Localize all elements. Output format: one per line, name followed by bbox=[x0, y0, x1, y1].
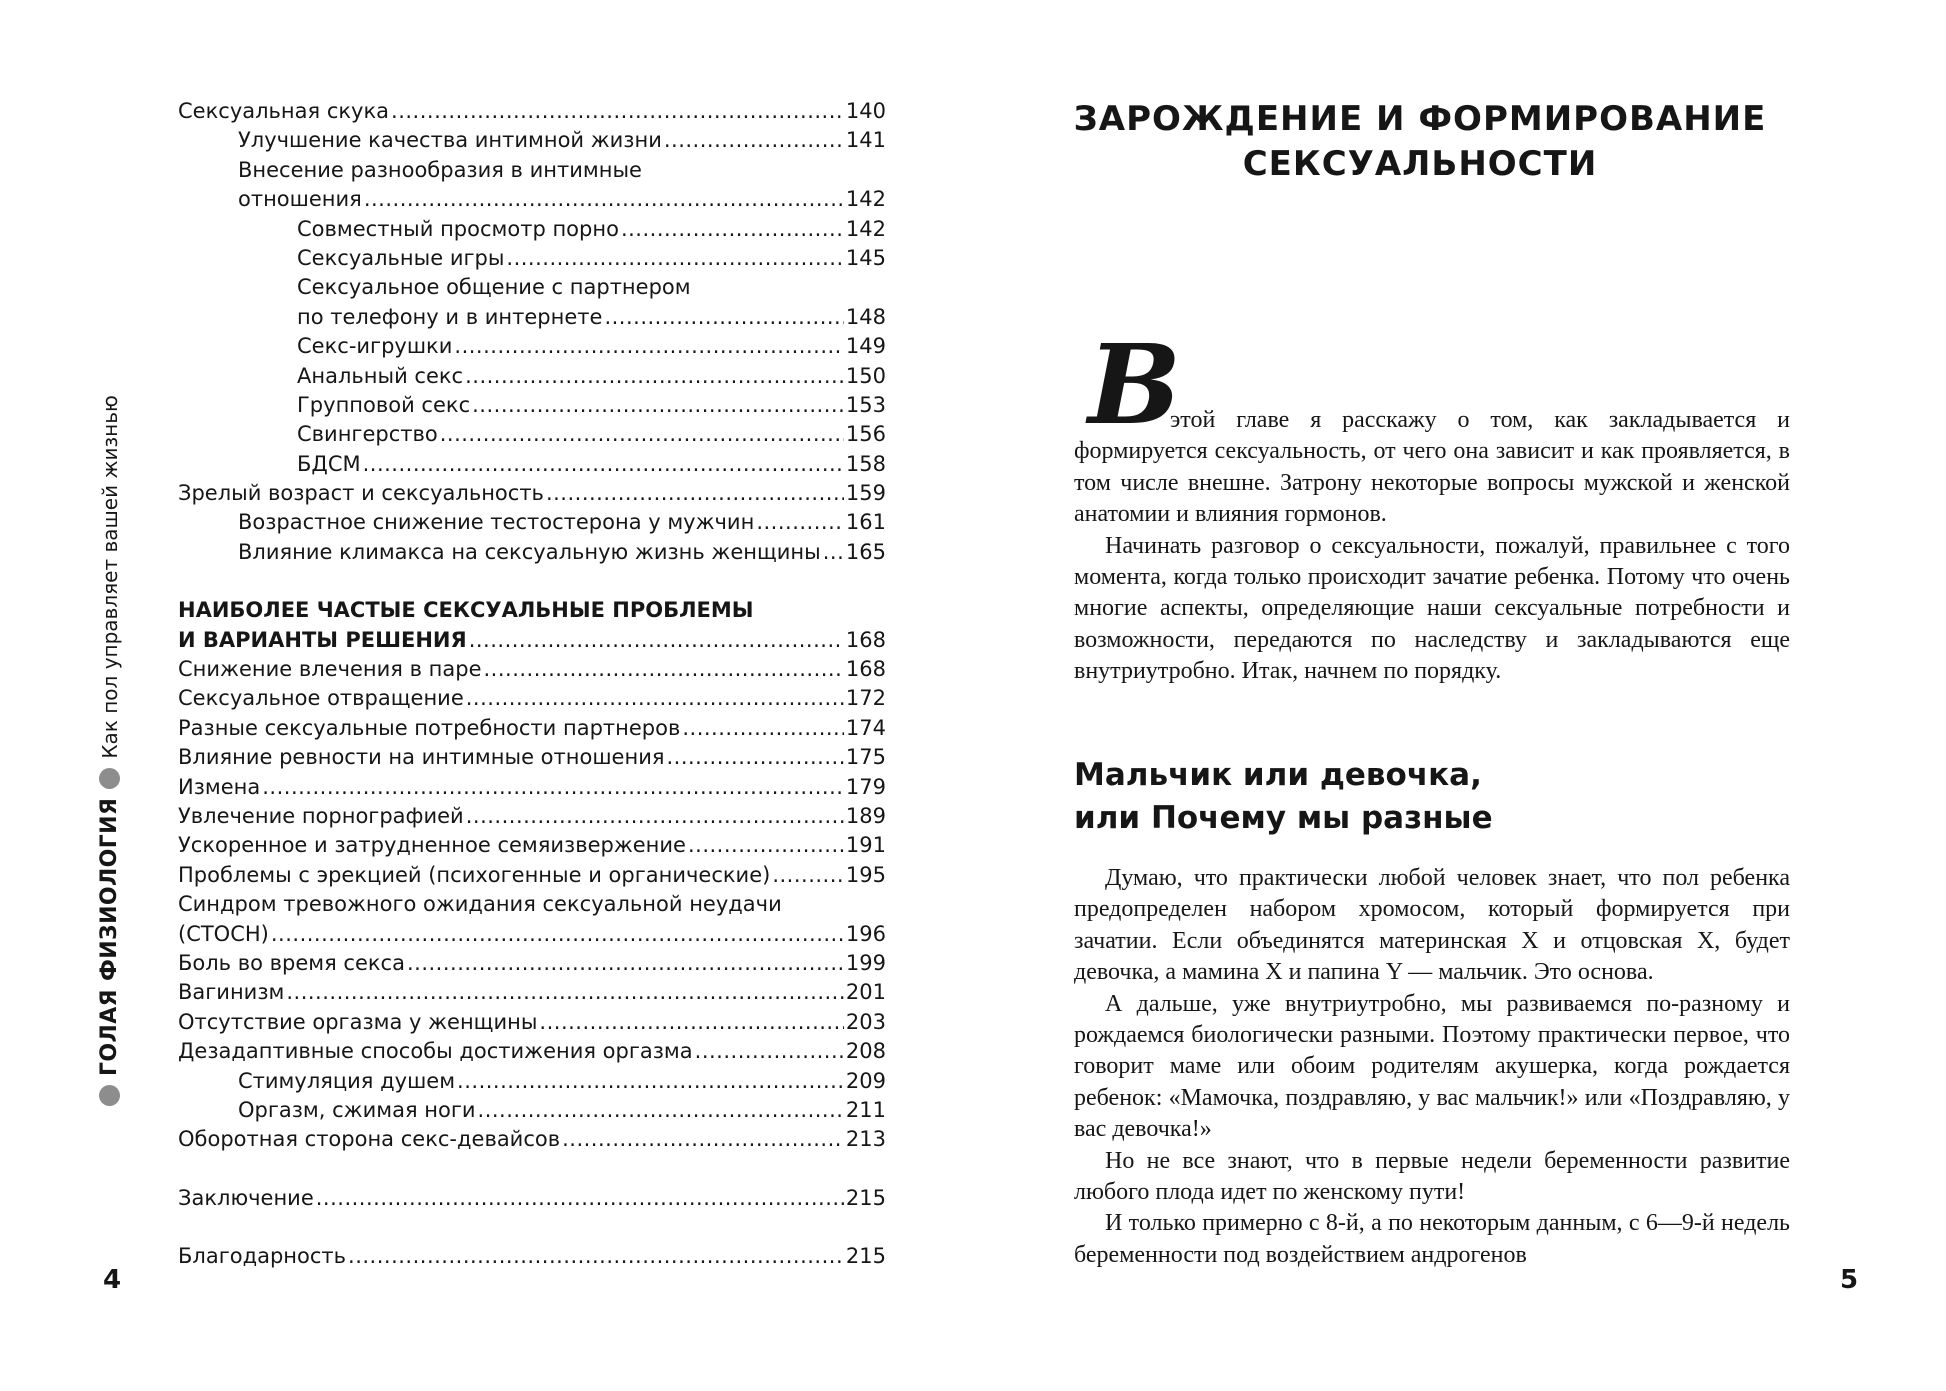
toc-entry[interactable] bbox=[178, 920, 886, 949]
toc-entry-page: 165 bbox=[845, 539, 886, 564]
toc-entry[interactable] bbox=[178, 684, 886, 713]
section-heading-line: Мальчик или девочка, bbox=[1074, 757, 1482, 793]
toc-entry-page: 209 bbox=[845, 1068, 886, 1093]
toc-entry[interactable] bbox=[178, 1125, 886, 1154]
toc-entry-page: 149 bbox=[845, 334, 886, 359]
chapter-intro bbox=[1074, 405, 1790, 688]
toc-leader-dots bbox=[621, 215, 844, 244]
toc-entry-page: 213 bbox=[845, 1127, 886, 1152]
toc-entry[interactable] bbox=[178, 273, 886, 302]
toc-entry-title: Дезадаптивные способы достижения оргазма bbox=[178, 1039, 693, 1064]
toc-entry[interactable] bbox=[178, 831, 886, 860]
toc-leader-dots bbox=[262, 773, 844, 802]
toc-entry[interactable] bbox=[178, 479, 886, 508]
toc-leader-dots bbox=[604, 303, 843, 332]
toc-gap bbox=[178, 567, 886, 596]
bullet-icon bbox=[99, 768, 120, 789]
toc-leader-dots bbox=[407, 949, 844, 978]
paragraph: И только примерно с 8-й, а по некоторым данным, с 6—9-й недель беременности под воздействием андрогенов bbox=[1074, 1210, 1790, 1268]
toc-entry-title: (СТОСН) bbox=[178, 921, 269, 946]
toc-entry-title: Оборотная сторона секс-девайсов bbox=[178, 1127, 561, 1152]
toc-entry-page: 168 bbox=[845, 657, 886, 682]
section-heading bbox=[1074, 754, 1493, 840]
paragraph: Но не все знают, что в первые недели беременности развитие любого плода идет по женскому пути! bbox=[1074, 1147, 1790, 1206]
toc-leader-dots bbox=[664, 126, 844, 155]
toc-leader-dots bbox=[682, 714, 844, 743]
paragraph: Начинать разговор о сексуальности, пожалуй, правильнее с того момента, когда только происходит зачатие ребенка. Потому что очень многие аспекты, определяющие наши сексуальные потребности и возможности, передаются по наследству и закладываются еще внутриутробно. Итак, начнем по порядку. bbox=[1074, 532, 1790, 685]
toc-entry-title: Увлечение порнографией bbox=[178, 803, 464, 828]
toc-entry[interactable] bbox=[178, 1096, 886, 1125]
toc-entry-page: 215 bbox=[845, 1244, 886, 1269]
toc-entry-title: И ВАРИАНТЫ РЕШЕНИЯ bbox=[178, 627, 467, 652]
toc-entry[interactable] bbox=[178, 362, 886, 391]
toc-leader-dots bbox=[440, 420, 844, 449]
toc-entry-page: 179 bbox=[845, 774, 886, 799]
toc-entry-page: 148 bbox=[845, 304, 886, 329]
toc-entry[interactable] bbox=[178, 332, 886, 361]
toc-entry[interactable] bbox=[178, 303, 886, 332]
toc-leader-dots bbox=[506, 244, 844, 273]
toc-entry-page: 159 bbox=[845, 481, 886, 506]
toc-entry-title: Разные сексуальные потребности партнеров bbox=[178, 715, 681, 740]
paragraph: Думаю, что практически любой человек знает, что пол ребенка предопределен набором хромосом, который формируется при зачатии. Если объединятся материнская X и отцовская X, будет девочка, а мамина X и папина Y — мальчик. Это основа. bbox=[1074, 865, 1790, 986]
toc-entry[interactable] bbox=[178, 655, 886, 684]
page-number-left: 4 bbox=[103, 1265, 122, 1295]
toc-entry[interactable] bbox=[178, 626, 886, 655]
toc-leader-dots bbox=[454, 332, 844, 361]
toc-entry[interactable] bbox=[178, 890, 886, 919]
toc-leader-dots bbox=[465, 362, 844, 391]
toc-leader-dots bbox=[469, 626, 844, 655]
spine-running-header bbox=[97, 395, 122, 1115]
section-heading-line: или Почему мы разные bbox=[1074, 800, 1493, 836]
series-title: ГОЛАЯ ФИЗИОЛОГИЯ bbox=[97, 797, 122, 1076]
chapter-title-line: СЕКСУАЛЬНОСТИ bbox=[1242, 144, 1598, 184]
toc-block-2 bbox=[178, 596, 886, 1154]
toc-leader-dots bbox=[466, 802, 844, 831]
toc-entry-page: 150 bbox=[845, 363, 886, 388]
toc-entry-title: Синдром тревожного ожидания сексуальной неудачи bbox=[178, 892, 782, 917]
bullet-icon bbox=[99, 1085, 120, 1106]
chapter-title bbox=[1070, 97, 1770, 187]
toc-entry[interactable] bbox=[178, 420, 886, 449]
toc-entry-title: Измена bbox=[178, 774, 261, 799]
toc-entry-page: 142 bbox=[845, 187, 886, 212]
toc-entry-title: отношения bbox=[238, 187, 362, 212]
toc-entry[interactable] bbox=[178, 244, 886, 273]
toc-entry[interactable] bbox=[178, 596, 886, 625]
toc-entry-page: 156 bbox=[845, 422, 886, 447]
toc-leader-dots bbox=[772, 861, 844, 890]
paragraph bbox=[1074, 405, 1790, 531]
book-subtitle: Как пол управляет вашей жизнью bbox=[97, 395, 122, 759]
toc-entry-title: Совместный просмотр порно bbox=[297, 216, 619, 241]
toc-entry-page: 199 bbox=[845, 950, 886, 975]
toc-entry-title: Отсутствие оргазма у женщины bbox=[178, 1009, 538, 1034]
toc-entry-title: Секс-игрушки bbox=[297, 334, 453, 359]
toc-entry[interactable] bbox=[178, 185, 886, 214]
drop-cap: В bbox=[1088, 320, 1181, 449]
toc-entry[interactable] bbox=[178, 215, 886, 244]
chapter-title-line: ЗАРОЖДЕНИЕ И ФОРМИРОВАНИЕ bbox=[1073, 99, 1767, 139]
toc-entry[interactable] bbox=[178, 949, 886, 978]
toc-entry-title: Проблемы с эрекцией (психогенные и органические) bbox=[178, 862, 771, 887]
toc-entry-page: 195 bbox=[845, 862, 886, 887]
toc-entry[interactable] bbox=[178, 391, 886, 420]
toc-entry-page: 158 bbox=[845, 451, 886, 476]
toc-entry-page: 142 bbox=[845, 216, 886, 241]
toc-entry-page: 211 bbox=[845, 1097, 886, 1122]
toc-entry-title: Благодарность bbox=[178, 1244, 347, 1269]
toc-entry[interactable] bbox=[178, 743, 886, 772]
toc-entry-page: 141 bbox=[845, 128, 886, 153]
toc-entry-title: Анальный секс bbox=[297, 363, 464, 388]
toc-leader-dots bbox=[688, 831, 844, 860]
toc-entry-title: Улучшение качества интимной жизни bbox=[238, 128, 662, 153]
toc-leader-dots bbox=[472, 391, 844, 420]
toc-leader-dots bbox=[391, 97, 844, 126]
toc-entry[interactable] bbox=[178, 450, 886, 479]
toc-leader-dots bbox=[695, 1037, 844, 1066]
toc-entry[interactable] bbox=[178, 802, 886, 831]
toc-gap bbox=[178, 1155, 886, 1184]
toc-entry-title: Оргазм, сжимая ноги bbox=[238, 1097, 476, 1122]
toc-entry-title: Влияние климакса на сексуальную жизнь женщины bbox=[238, 539, 821, 564]
toc-leader-dots bbox=[562, 1125, 844, 1154]
toc-entry[interactable] bbox=[178, 773, 886, 802]
toc-entry-title: Зрелый возраст и сексуальность bbox=[178, 481, 544, 506]
toc-entry-title: Снижение влечения в паре bbox=[178, 657, 482, 682]
toc-entry-conclusion[interactable] bbox=[178, 1184, 886, 1213]
page-number-right: 5 bbox=[1840, 1265, 1859, 1295]
toc-entry-page: 140 bbox=[845, 99, 886, 123]
toc-leader-dots bbox=[546, 479, 844, 508]
toc-entry-page: 153 bbox=[845, 392, 886, 417]
toc-leader-dots bbox=[756, 508, 844, 537]
toc-entry-page: 189 bbox=[845, 803, 886, 828]
toc-block-1 bbox=[178, 97, 886, 567]
toc-entry[interactable] bbox=[178, 861, 886, 890]
toc-entry-title: НАИБОЛЕЕ ЧАСТЫЕ СЕКСУАЛЬНЫЕ ПРОБЛЕМЫ bbox=[178, 598, 754, 623]
toc-entry-thanks[interactable] bbox=[178, 1242, 886, 1271]
toc-entry[interactable] bbox=[178, 538, 886, 567]
toc-entry-page: 203 bbox=[845, 1009, 886, 1034]
section-body bbox=[1074, 863, 1790, 1271]
toc-leader-dots bbox=[666, 743, 843, 772]
toc-entry-title: Заключение bbox=[178, 1185, 314, 1210]
toc-entry-title: Влияние ревности на интимные отношения bbox=[178, 745, 665, 770]
toc-entry-title: БДСМ bbox=[297, 451, 361, 476]
toc-entry-page: 168 bbox=[845, 627, 886, 652]
toc-leader-dots bbox=[364, 185, 844, 214]
toc-entry-page: 196 bbox=[845, 921, 886, 946]
toc-leader-dots bbox=[484, 655, 844, 684]
toc-entry[interactable] bbox=[178, 508, 886, 537]
toc-entry-title: Стимуляция душем bbox=[238, 1068, 456, 1093]
toc-entry[interactable] bbox=[178, 1037, 886, 1066]
toc-entry-title: Сексуальное отвращение bbox=[178, 686, 464, 711]
toc-leader-dots bbox=[539, 1008, 843, 1037]
toc-entry-page: 175 bbox=[845, 745, 886, 770]
toc-entry[interactable] bbox=[178, 156, 886, 185]
toc-leader-dots bbox=[286, 978, 844, 1007]
toc-gap bbox=[178, 1213, 886, 1242]
toc-entry-page: 172 bbox=[845, 686, 886, 711]
toc-entry-page: 215 bbox=[845, 1185, 886, 1210]
toc-entry-title: Ускоренное и затрудненное семяизвержение bbox=[178, 833, 686, 858]
toc-entry-page: 208 bbox=[845, 1039, 886, 1064]
toc-leader-dots bbox=[478, 1096, 844, 1125]
toc-entry-title: Вагинизм bbox=[178, 980, 285, 1005]
toc-entry[interactable] bbox=[178, 1067, 886, 1096]
toc-leader-dots bbox=[363, 450, 844, 479]
toc-entry-title: Свингерство bbox=[297, 422, 438, 447]
toc-entry-title: Сексуальная скука bbox=[178, 99, 390, 123]
toc-entry-page: 145 bbox=[845, 245, 886, 270]
toc-entry-page: 174 bbox=[845, 715, 886, 740]
toc-entry-title: Групповой секс bbox=[297, 392, 471, 417]
toc-entry-title: по телефону и в интернете bbox=[297, 304, 603, 329]
toc-entry-page: 191 bbox=[845, 833, 886, 858]
toc-entry[interactable] bbox=[178, 978, 886, 1007]
toc-entry-title: Сексуальное общение с партнером bbox=[297, 275, 691, 300]
toc-leader-dots bbox=[271, 920, 844, 949]
intro-rest: формируется сексуальность, от чего она зависит и как проявляется, в том числе внешне. Затрону некоторые вопросы мужской и женской анатомии и влияния гормонов. bbox=[1074, 438, 1790, 528]
toc-leader-dots bbox=[823, 538, 844, 567]
toc-entry-title: Сексуальные игры bbox=[297, 245, 505, 270]
toc-entry-title: Возрастное снижение тестостерона у мужчин bbox=[238, 510, 755, 535]
toc-leader-dots bbox=[457, 1067, 844, 1096]
toc-entry-page: 161 bbox=[845, 510, 886, 535]
intro-first-line: этой главе я расскажу о том, как закладывается и bbox=[1170, 407, 1790, 433]
toc-leader-dots bbox=[316, 1184, 844, 1213]
toc-entry-title: Боль во время секса bbox=[178, 950, 405, 975]
toc-entry-page: 201 bbox=[845, 980, 886, 1005]
toc-entry[interactable] bbox=[178, 97, 886, 126]
toc-leader-dots bbox=[466, 684, 844, 713]
toc-entry-title: Внесение разнообразия в интимные bbox=[238, 157, 642, 182]
toc-entry[interactable] bbox=[178, 1008, 886, 1037]
table-of-contents bbox=[178, 97, 886, 1271]
toc-leader-dots bbox=[348, 1242, 844, 1271]
toc-entry[interactable] bbox=[178, 126, 886, 155]
toc-entry[interactable] bbox=[178, 714, 886, 743]
paragraph: А дальше, уже внутриутробно, мы развиваемся по-разному и рождаемся биологически разными. Поэтому практически первое, что говорит маме или обоим родителям акушерка, когда рождается ребенок: «Мамочка, поздравляю, у вас мальчик!» или «Поздравляю, у вас девочка!» bbox=[1074, 990, 1790, 1143]
